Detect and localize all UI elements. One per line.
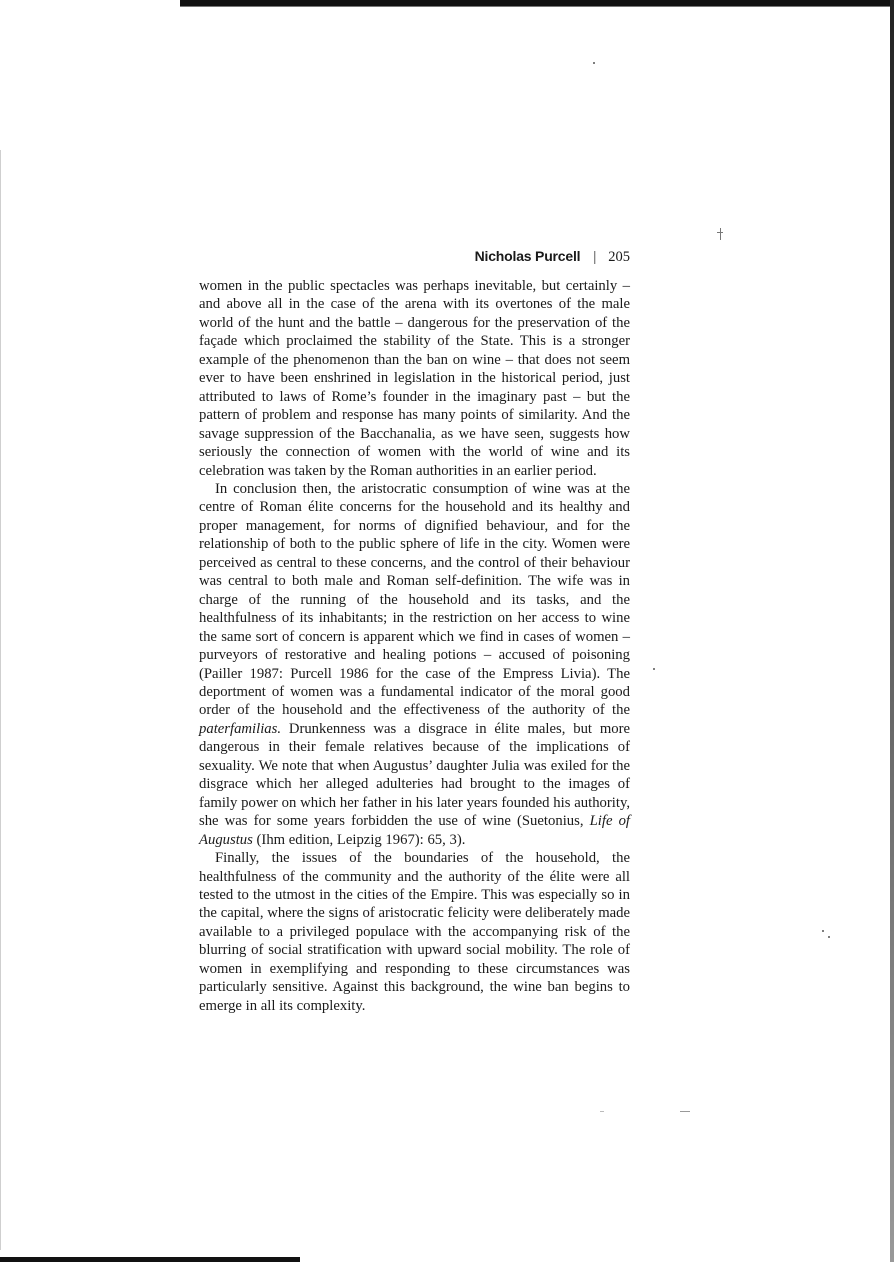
paragraph-1: women in the public spectacles was perhaps inevitable, but certainly – and above all in the case of the arena with its overtones of the male world of the hunt and the battle – dangerous for the preservation of the façade which proclaimed the stability of the State. This is a stronger example of the phenomenon than the ban on wine – that does not seem ever to have been enshrined in legislation in the historical period, just attributed to laws of Rome’s founder in the imaginary past – but the pattern of problem and response has many points of similarity. And the savage suppression of the Bacchanalia, as we have seen, suggests how seriously the connection of women with the world of wine and its celebration was taken by the Roman authorities in an earlier period. bbox=[199, 278, 630, 479]
scan-edge-bottom bbox=[0, 1257, 300, 1262]
scan-dash bbox=[600, 1111, 604, 1112]
scan-speck bbox=[593, 62, 595, 64]
page-number: 205 bbox=[608, 249, 630, 265]
scan-speck bbox=[822, 930, 824, 932]
margin-mark bbox=[717, 232, 723, 233]
body-text bbox=[199, 277, 630, 1015]
header-separator: | bbox=[593, 249, 597, 265]
running-header bbox=[199, 247, 630, 269]
scan-dash bbox=[680, 1111, 690, 1112]
scan-edge-top-shadow bbox=[180, 6, 894, 7]
paragraph-2-part-c: (Ihm edition, Leipzig 1967): 65, 3). bbox=[252, 831, 466, 848]
scan-edge-right bbox=[890, 0, 894, 1262]
paragraph-2-term: paterfamilias. bbox=[199, 720, 282, 737]
paragraph-2-part-a: In conclusion then, the aristocratic consumption of wine was at the centre of Roman élite concerns for the household and its healthy and proper management, for norms of dignified behaviour, and for the relationship of both to the public sphere of life in the city. Women were perceived as central to these concerns, and the control of their behaviour was central to both male and Roman self-definition. The wife was in charge of the running of the household and its tasks, and the healthfulness of its inhabitants; in the restriction on her access to wine the same sort of concern is apparent which we find in cases of women – purveyors of restorative and healing potions – accused of poisoning (Pailler 1987: Purcell 1986 for the case of the Empress Livia). The deportment of women was a fundamental indicator of the moral good order of the household and the effectiveness of the authority of the bbox=[199, 480, 630, 719]
paragraph-3: Finally, the issues of the boundaries of the household, the healthfulness of the community and the authority of the élite were all tested to the utmost in the cities of the Empire. This was especially so in the capital, where the signs of aristocratic felicity were deliberately made available to a privileged populace with the accompanying risk of the blurring of social stratification with upward social mobility. The role of women in exemplifying and responding to these circumstances was particularly sensitive. Against this background, the wine ban begins to emerge in all its complexity. bbox=[199, 850, 630, 1014]
scan-speck bbox=[653, 668, 655, 670]
margin-mark bbox=[720, 228, 721, 240]
paragraph-2-title: Life of Augustus bbox=[199, 813, 630, 848]
paragraph-2 bbox=[199, 480, 630, 849]
scan-edge-left bbox=[0, 150, 1, 1250]
header-author: Nicholas Purcell bbox=[474, 248, 581, 264]
scan-speck bbox=[828, 936, 830, 938]
paragraph-2-part-b: Drunkenness was a disgrace in élite males, but more dangerous in their female relatives because of the implications of sexuality. We note that when Augustus’ daughter Julia was exiled for the disgrace which her alleged adulteries had brought to the images of family power on which her father in his later years founded his authority, she was for some years forbidden the use of wine (Suetonius, bbox=[199, 720, 630, 830]
